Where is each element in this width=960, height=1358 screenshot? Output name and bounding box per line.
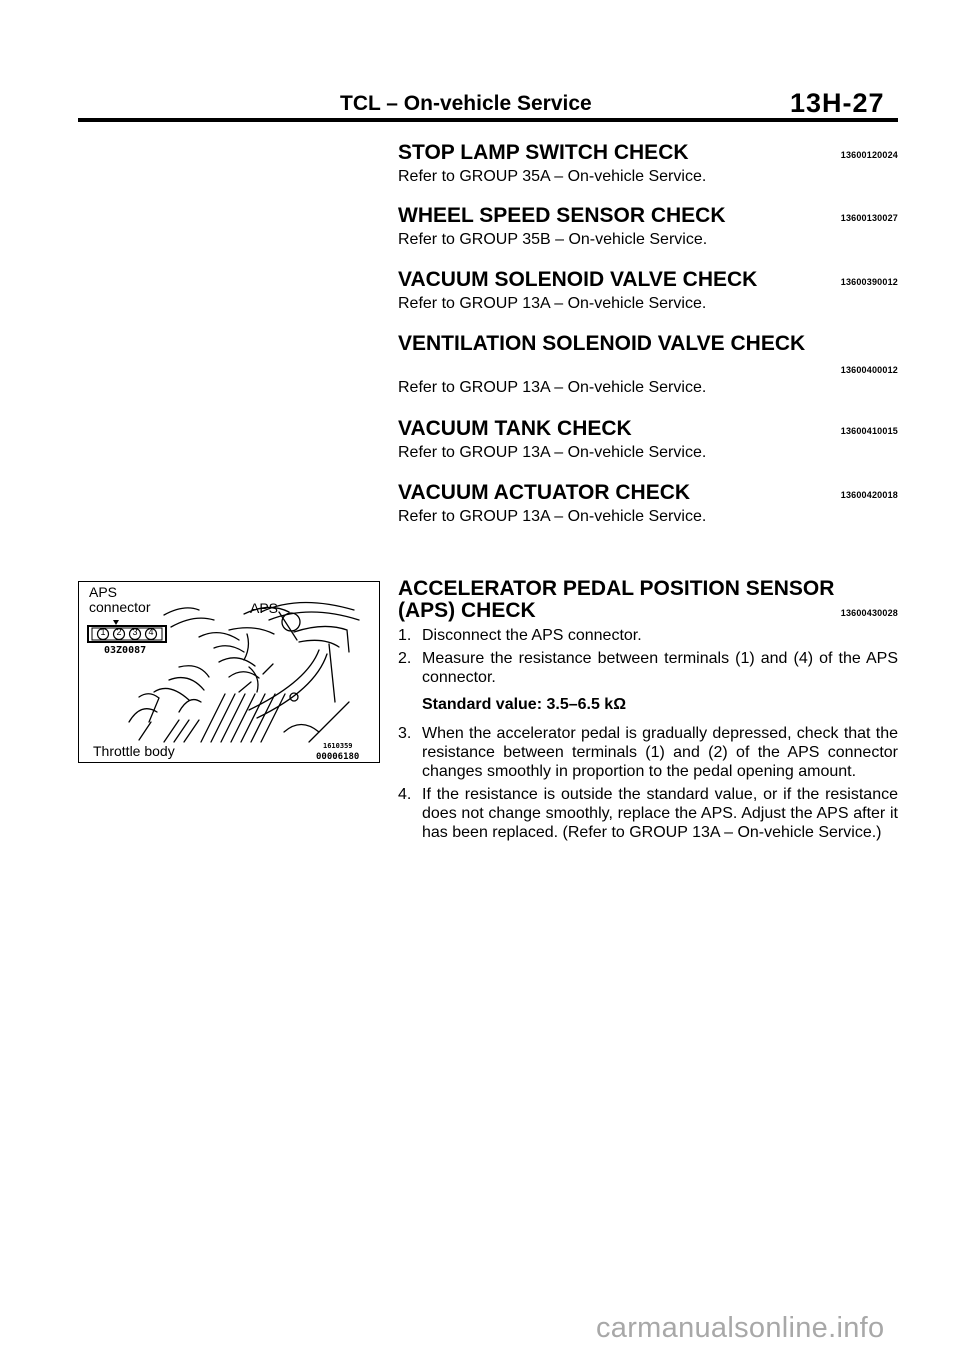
step-text: Measure the resistance between terminals (1) and (4) of the APS connector.	[422, 650, 898, 686]
page-number: 13H-27	[790, 88, 885, 118]
step-number: 4.	[398, 786, 412, 803]
step-number: 2.	[398, 650, 412, 667]
page-header-title: TCL – On-vehicle Service	[340, 92, 592, 115]
throttle-body-illustration	[79, 582, 379, 762]
step-number: 3.	[398, 725, 412, 742]
section-body: Refer to GROUP 35B – On-vehicle Service.	[398, 231, 708, 248]
aps-step	[398, 785, 898, 842]
figure-code: 00006180	[316, 752, 360, 762]
section-title: VACUUM ACTUATOR CHECK	[398, 481, 691, 504]
step-number: 1.	[398, 627, 412, 644]
section-body: Refer to GROUP 13A – On-vehicle Service.	[398, 379, 707, 396]
section-title: VACUUM SOLENOID VALVE CHECK	[398, 268, 758, 291]
section-ventilation-solenoid-valve	[398, 331, 898, 399]
aps-step	[398, 724, 898, 781]
connector-pin-4: 4	[148, 627, 154, 637]
section-title: WHEEL SPEED SENSOR CHECK	[398, 204, 726, 227]
aps-step	[398, 649, 898, 714]
section-title-cont: (APS) CHECK	[398, 599, 536, 622]
label-aps: APS	[250, 600, 279, 616]
section-body: Refer to GROUP 13A – On-vehicle Service.	[398, 295, 707, 312]
section-code: 13600420018	[840, 490, 898, 500]
section-vacuum-tank	[398, 416, 898, 464]
standard-value: Standard value: 3.5–6.5 kΩ	[422, 696, 627, 713]
aps-diagram-figure	[78, 581, 380, 763]
label-aps-connector: APS connector	[89, 584, 151, 615]
watermark: carmanualsonline.info	[596, 1312, 885, 1344]
section-title: STOP LAMP SWITCH CHECK	[398, 141, 689, 164]
aps-step	[398, 626, 898, 645]
section-aps-check	[398, 578, 898, 846]
section-code: 13600410015	[840, 426, 898, 436]
section-wheel-speed-sensor	[398, 203, 898, 251]
label-throttle-body: Throttle body	[93, 743, 175, 759]
section-title: VACUUM TANK CHECK	[398, 417, 632, 440]
section-code: 13600430028	[840, 608, 898, 618]
connector-pin-1: 1	[100, 627, 106, 637]
section-body: Refer to GROUP 35A – On-vehicle Service.	[398, 168, 707, 185]
section-stop-lamp-switch	[398, 140, 898, 188]
step-text: When the accelerator pedal is gradually depressed, check that the resistance between terminals (1) and (2) of the APS connector changes smoothly in proportion to the pedal opening amount.	[422, 725, 898, 780]
section-code: 13600130027	[840, 213, 898, 223]
section-body: Refer to GROUP 13A – On-vehicle Service.	[398, 444, 707, 461]
header-rule	[78, 118, 898, 122]
step-text: If the resistance is outside the standard value, or if the resistance does not change smoothly, replace the APS. Adjust the APS after it has been replaced. (Refer to GROUP 13A – On-vehicle Service.)	[422, 786, 898, 841]
section-title: VENTILATION SOLENOID VALVE CHECK	[398, 332, 806, 355]
section-code: 13600400012	[840, 365, 898, 375]
section-body: Refer to GROUP 13A – On-vehicle Service.	[398, 508, 707, 525]
figure-small-code: 1610359	[323, 742, 353, 750]
section-title: ACCELERATOR PEDAL POSITION SENSOR	[398, 577, 835, 600]
step-text: Disconnect the APS connector.	[422, 627, 642, 644]
section-code: 13600120024	[840, 150, 898, 160]
section-vacuum-solenoid-valve	[398, 267, 898, 315]
connector-pin-2: 2	[116, 627, 122, 637]
connector-pin-3: 3	[132, 627, 138, 637]
aps-step-list	[398, 626, 898, 842]
section-vacuum-actuator	[398, 480, 898, 528]
connector-code: 03Z0087	[104, 645, 147, 656]
section-code: 13600390012	[840, 277, 898, 287]
